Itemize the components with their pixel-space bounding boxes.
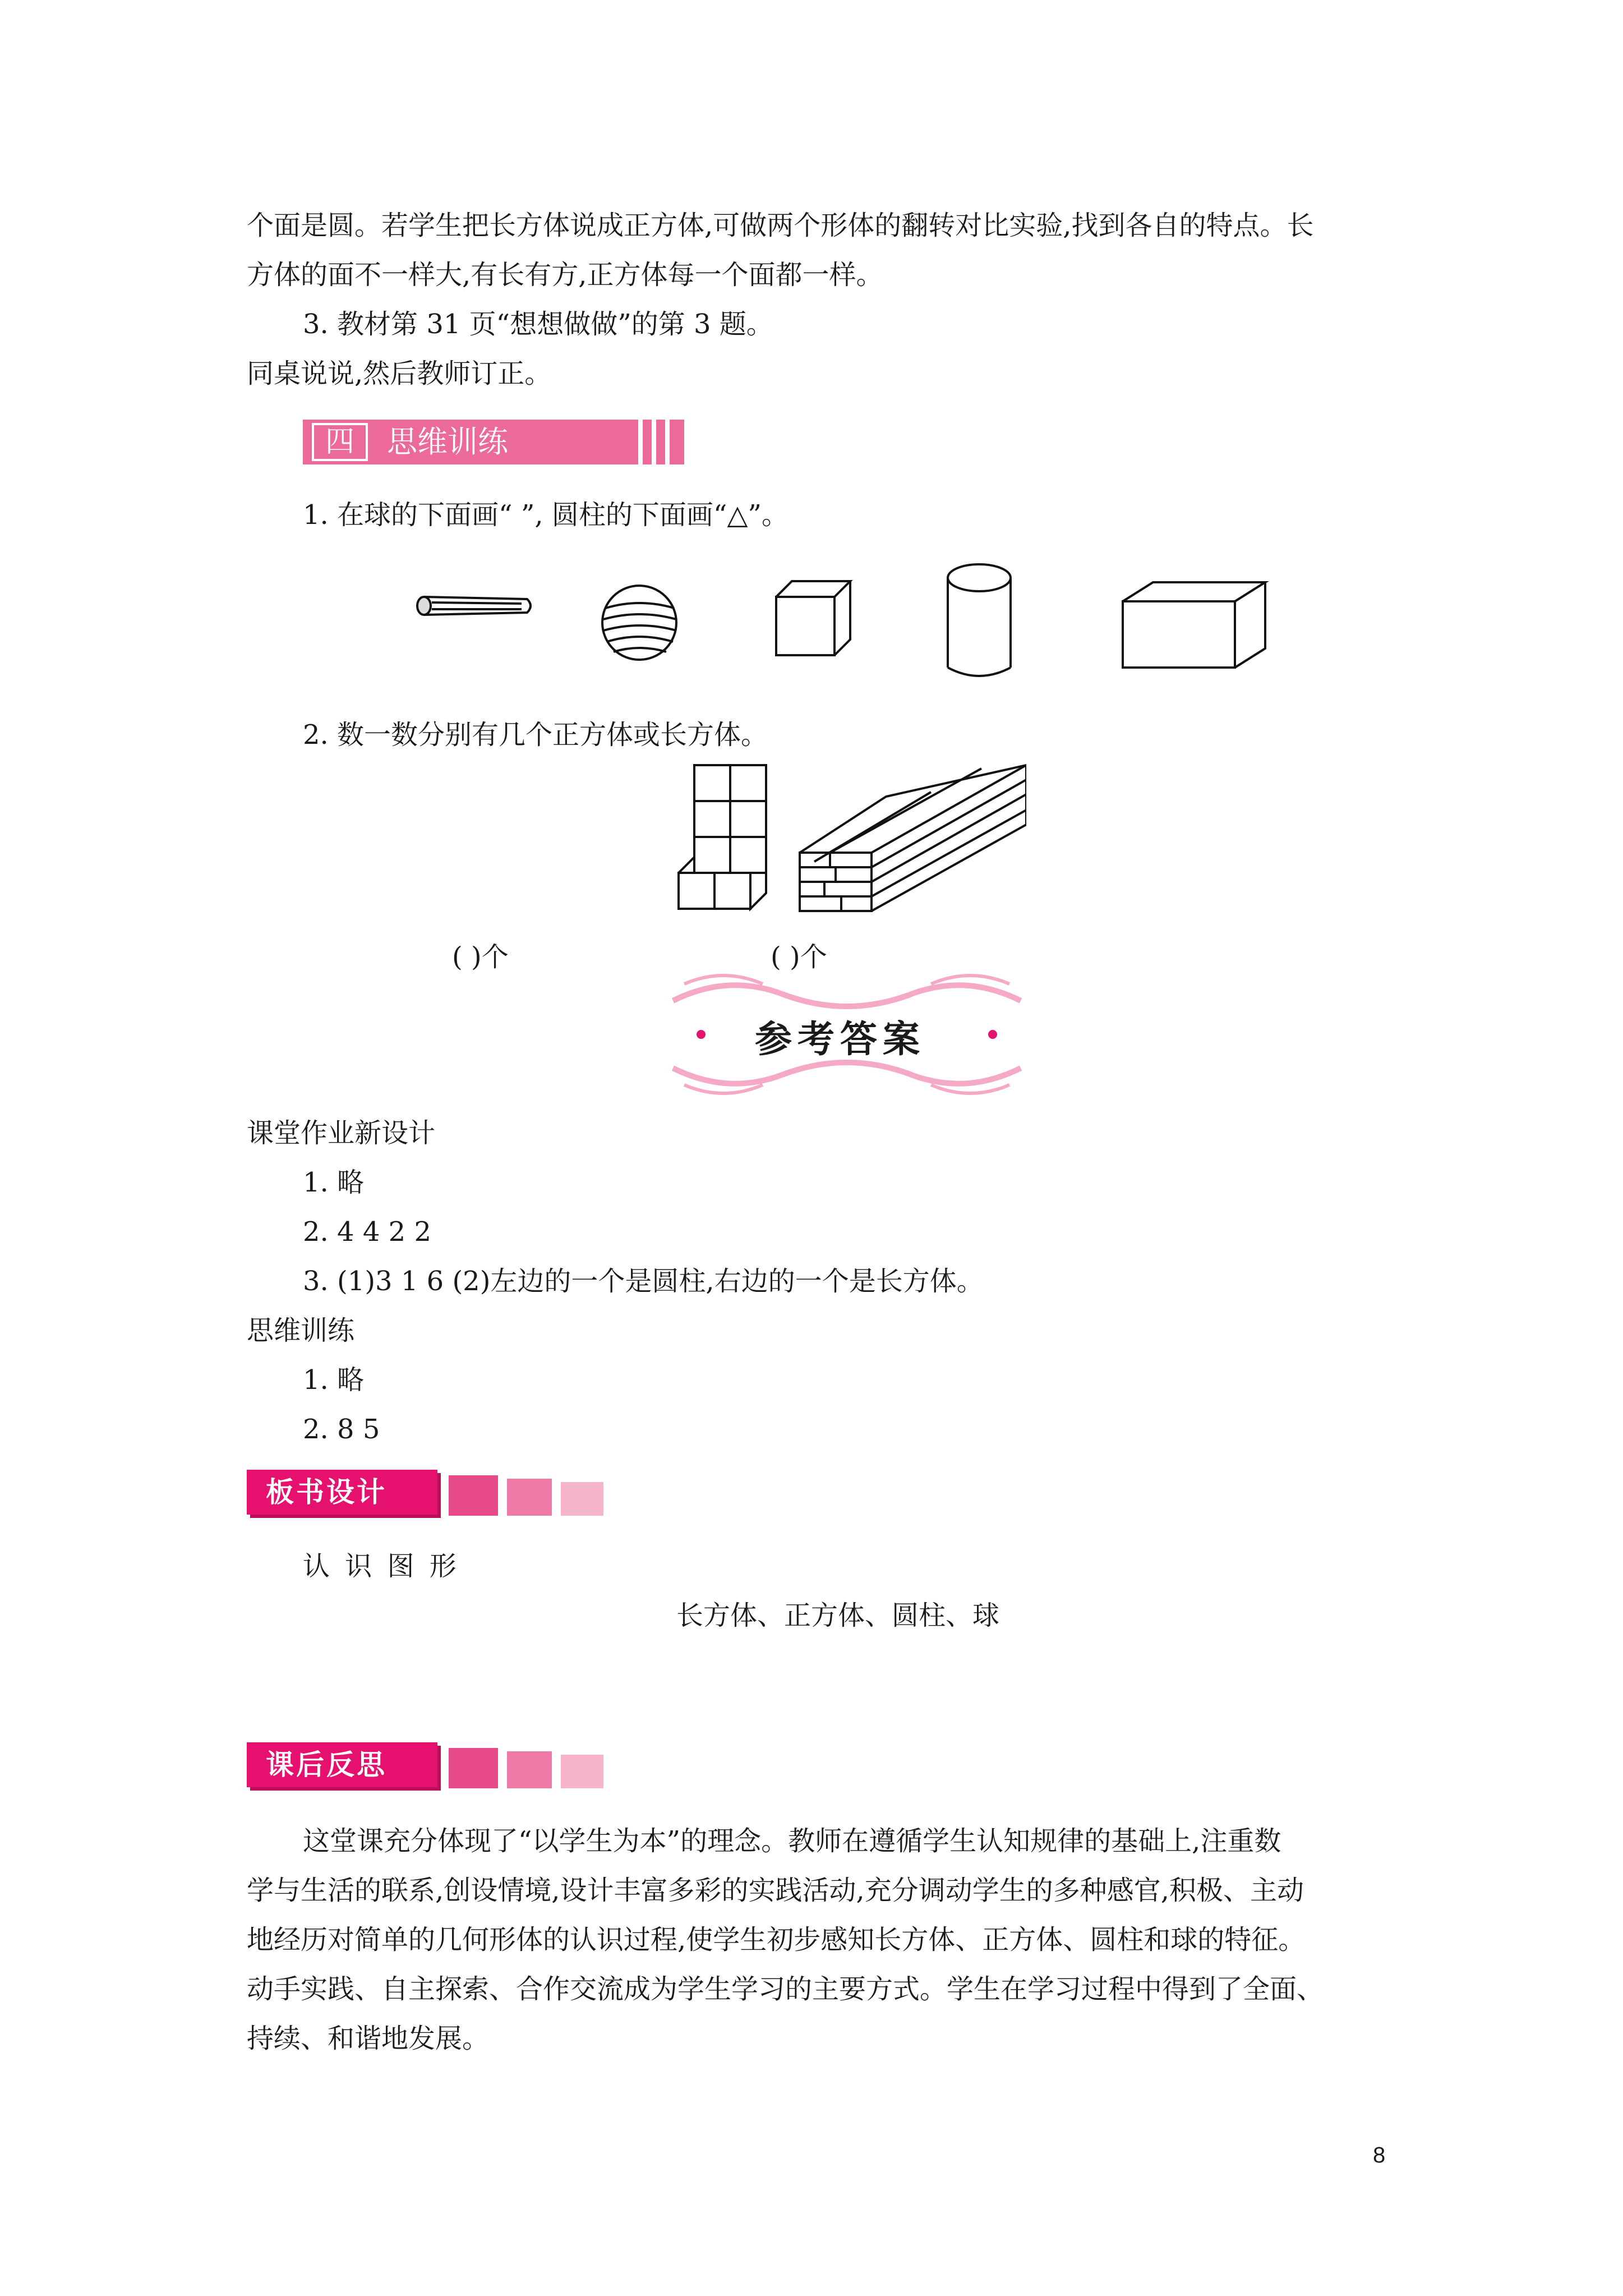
cuboid-stack [800,765,1026,911]
cylinder-shape [948,564,1011,676]
reflection-label: 课后反思 [247,1742,437,1787]
board-title: 认 识 图 形 [303,1550,460,1582]
answers-thinking-title: 思维训练 [247,1315,355,1346]
section-title: 思维训练 [387,424,508,459]
label-square-4 [449,1748,498,1788]
question-2: 2. 数一数分别有几个正方体或长方体。 [303,719,768,751]
answer-hw-2: 2. 4 4 2 2 [303,1216,431,1248]
intro-line-1: 个面是圆。若学生把长方体说成正方体,可做两个形体的翻转对比实验,找到各自的特点。长 [247,210,1314,241]
cube-stack [679,765,766,909]
answer-tt-2: 2. 8 5 [303,1414,380,1445]
reflection-line-2: 学与生活的联系,创设情境,设计丰富多彩的实践活动,充分调动学生的多种感官,积极、主动 [247,1875,1304,1906]
page-number: 8 [1373,2143,1386,2168]
intro-line-2: 方体的面不一样大,有长有方,正方体每一个面都一样。 [247,259,883,291]
label-square-6 [561,1755,603,1788]
answers-homework-title: 课堂作业新设计 [247,1117,436,1149]
label-square-2 [507,1479,552,1516]
board-content: 长方体、正方体、圆柱、球 [676,1600,1000,1631]
reflection-line-5: 持续、和谐地发展。 [247,2023,490,2054]
reflection-line-4: 动手实践、自主探索、合作交流成为学生学习的主要方式。学生在学习过程中得到了全面、 [247,1973,1324,2005]
intro-line-4: 同桌说说,然后教师订正。 [247,358,552,389]
answer-hw-3: 3. (1)3 1 6 (2)左边的一个是圆柱,右边的一个是长方体。 [303,1266,984,1297]
rod-shape [417,597,531,615]
label-square-5 [507,1751,552,1788]
label-square-3 [561,1482,603,1516]
sphere-shape [602,586,676,660]
label-square-1 [449,1475,498,1516]
answer-tt-1: 1. 略 [303,1364,365,1396]
block-stacks-figure [667,763,1026,926]
reflection-line-3: 地经历对简单的几何形体的认识过程,使学生初步感知长方体、正方体、圆柱和球的特征。 [247,1924,1306,1955]
cuboid-shape [1123,582,1265,668]
question-1: 1. 在球的下面画“ ”, 圆柱的下面画“△”。 [303,499,789,531]
answer-banner-title: 参考答案 [755,1017,925,1061]
blank-left: ( )个 [452,941,509,973]
heading-stripes-decoration [628,420,684,464]
intro-line-3: 3. 教材第 31 页“想想做做”的第 3 题。 [303,309,773,340]
shapes-row-figure [415,561,1279,690]
reflection-line-1: 这堂课充分体现了“以学生为本”的理念。教师在遵循学生认知规律的基础上,注重数 [303,1825,1281,1857]
section-number: 四 [312,423,368,461]
answer-hw-1: 1. 略 [303,1167,365,1198]
cube-shape [776,581,850,655]
blank-right: ( )个 [771,941,827,973]
board-design-label: 板书设计 [247,1470,437,1515]
